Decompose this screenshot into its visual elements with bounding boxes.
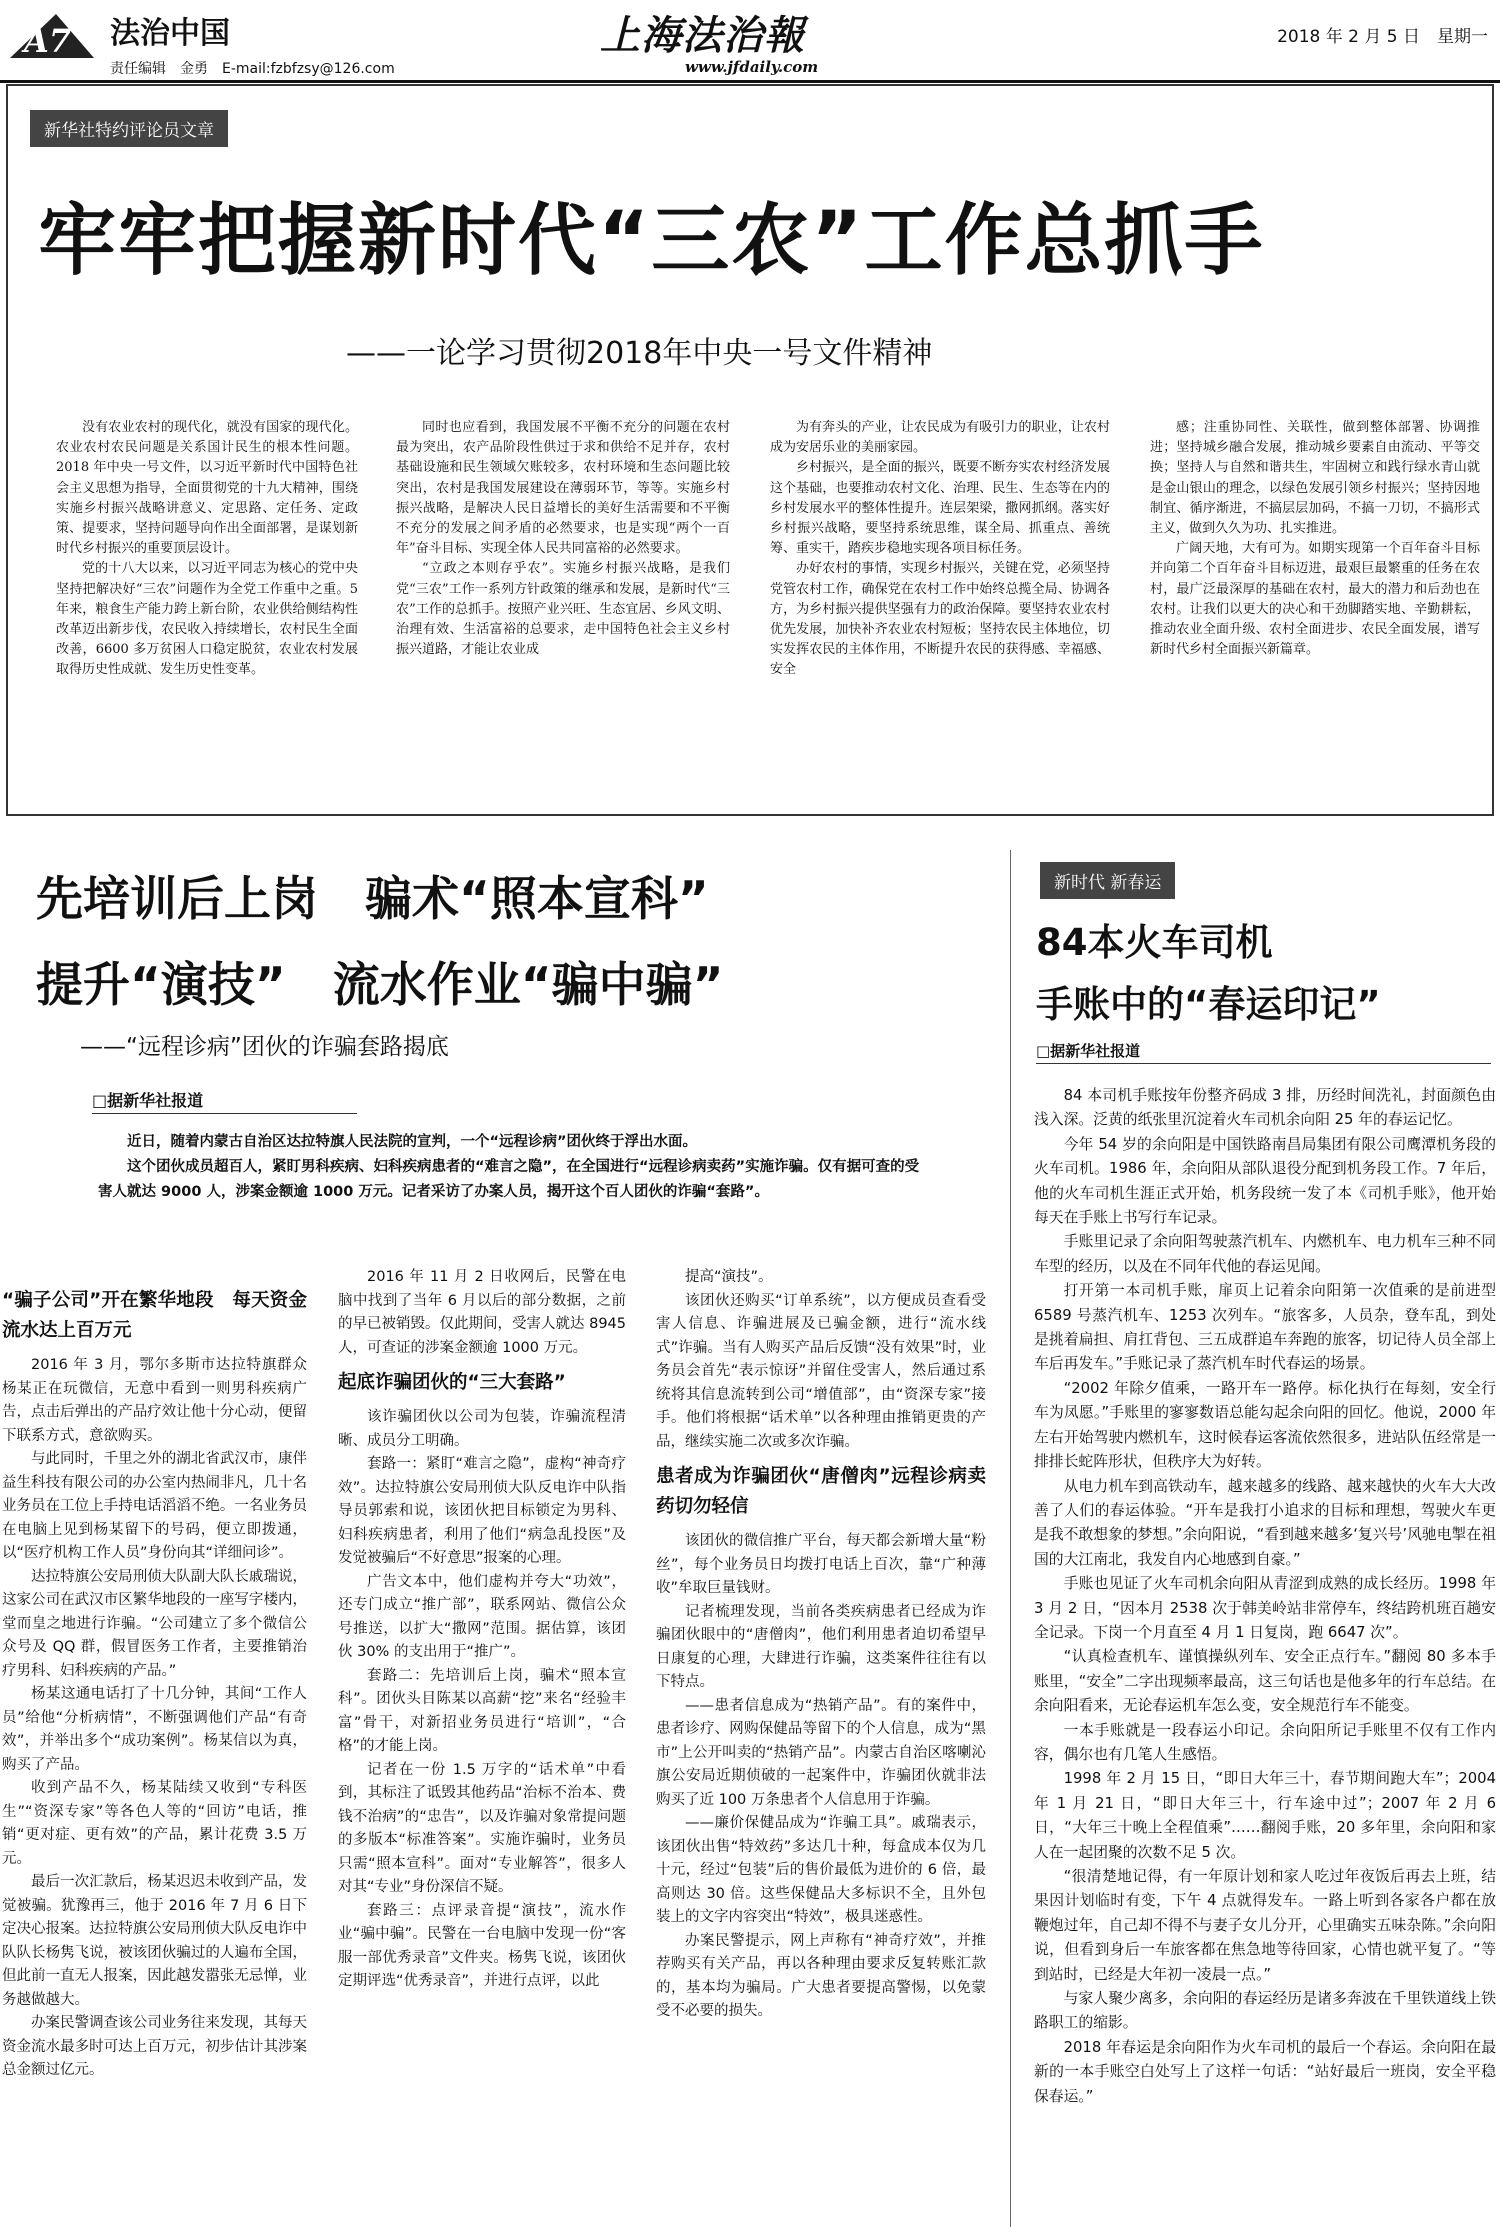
paragraph: 该团伙的微信推广平台，每天都会新增大量“粉丝”，每个业务员日均拨打电话上百次，靠“广种薄收”牟取巨量钱财。 <box>656 1533 986 1596</box>
paragraph: 没有农业农村的现代化，就没有国家的现代化。农业农村农民问题是关系国计民生的根本性问题。2018 年中央一号文件，以习近平新时代中国特色社会主义思想为指导，全面贯彻党的十九大精神，围绕实施乡村振兴战略讲意义、定思路、定任务、定政策、提要求，坚持问题导向作出全面部署，是谋划新时代乡村振兴的重要顶层设计。 <box>56 420 358 557</box>
paragraph: 该团伙还购买“订单系统”，以方便成员查看受害人信息、诈骗进展及已骗金额，进行“流水线式”诈骗。当有人购买产品后反馈“没有效果”时，业务员会首先“表示惊讶”并留住受害人，然后通过系统将其信息流转到公司“增值部”，由“资深专家”接手。他们将根据“话术单”以各种理由推销更贵的产品，继续实施二次或多次诈骗。 <box>656 1292 986 1450</box>
page-number: A7 <box>24 22 72 60</box>
paragraph: 同时也应看到，我国发展不平衡不充分的问题在农村最为突出，农产品阶段性供过于求和供给不足并存，农村基础设施和民生领域欠账较多，农村环境和生态问题比较突出，农村是我国发展建设在薄弱环节，等等。实施乡村振兴战略，是解决人民日益增长的美好生活需要和不平衡不充分的发展之间矛盾的必然要求，也是实现“两个一百年”奋斗目标、实现全体人民共同富裕的必然要求。 <box>396 420 730 557</box>
editor-line: 责任编辑 金勇 E-mail:fzbfzsy@126.com <box>110 61 395 77</box>
paragraph: 手账里记录了余向阳驾驶蒸汽机车、内燃机车、电力机车三种不同车型的经历，以及在不同年代他的春运见闻。 <box>1034 1233 1496 1275</box>
paragraph: 今年 54 岁的余向阳是中国铁路南昌局集团有限公司鹰潭机务段的火车司机。1986 年，余向阳从部队退役分配到机务段工作。7 年后，他的火车司机生涯正式开始，机务段统一发了本《司机手账》，他开始每天在手账上书写行车记录。 <box>1034 1135 1496 1227</box>
paragraph: ——廉价保健品成为“诈骗工具”。戚瑞表示，该团伙出售“特效药”多达几十种，每盒成本仅为几十元，经过“包装”后的售价最低为进价的 6 倍，最高则达 30 倍。这些保健品大多标识不全，且外包装上的文字内容突出“特效”，极具迷惑性。 <box>656 1815 986 1925</box>
feature-column-1 <box>56 418 358 798</box>
feature-column-3 <box>770 418 1110 798</box>
paragraph: 打开第一本司机手账，扉页上记着余向阳第一次值乘的是前进型 6589 号蒸汽机车、1253 次列车。“旅客多，人员杂，登车乱，到处是挑着扁担、肩扛背包、三五成群追车奔跑的旅客，切记待人员全部上车后再发车。”手账记录了蒸汽机车时代春运的场景。 <box>1034 1282 1496 1373</box>
page-number-badge-icon <box>6 6 98 66</box>
paragraph: 一本手账就是一段春运小印记。余向阳所记手账里不仅有工作内容，偶尔也有几笔人生感悟。 <box>1034 1721 1496 1763</box>
paragraph: 与此同时，千里之外的湖北省武汉市，康伴益生科技有限公司的办公室内热闹非凡，几十名业务员在工位上手持电话滔滔不绝。一名业务员在电脑上见到杨某留下的号码，便立即拨通，以“医疗机构工作人员”身份向其“详细问诊”。 <box>2 1451 307 1561</box>
paragraph: 党的十八大以来，以习近平同志为核心的党中央坚持把解决好“三农”问题作为全党工作重中之重。5 年来，粮食生产能力跨上新台阶，农业供给侧结构性改革迈出新步伐，农民收入持续增长，农村民生全面改善，6600 多万贫困人口稳定脱贫，农业农村发展取得历史性成就、发生历史性变革。 <box>56 561 358 678</box>
paragraph: 杨某这通电话打了十几分钟，其间“工作人员”给他“分析病情”，不断强调他们产品“有奇效”，并举出多个“成功案例”。杨某信以为真，购买了产品。 <box>2 1686 307 1773</box>
feature-subtitle: ——一论学习贯彻2018年中央一号文件精神 <box>346 336 933 371</box>
article1-title-line2: 提升“演技” 流水作业“骗中骗” <box>36 958 724 1013</box>
paragraph: 乡村振兴，是全面的振兴，既要不断夯实农村经济发展这个基础，也要推动农村文化、治理、民生、生态等在内的乡村发展水平的整体性提升。连层架梁，撒网抓纲。落实好乡村振兴战略，要坚持系统思维，谋全局、抓重点、善统筹、重实干，踏疾步稳地实现各项目标任务。 <box>770 460 1110 557</box>
newspaper-logo: 上海法治報 <box>600 12 805 59</box>
article2-title-line1: 84本火车司机 <box>1036 921 1273 964</box>
article2-title-line2: 手账中的“春运印记” <box>1036 983 1381 1026</box>
lede-paragraph: 这个团伙成员超百人，紧盯男科疾病、妇科疾病患者的“难言之隐”，在全国进行“远程诊病卖药”实施诈骗。仅有据可查的受害人就达 9000 人，涉案金额逾 1000 万元。记者采访了办案人员，揭开这个百人团伙的诈骗“套路”。 <box>98 1159 920 1200</box>
paragraph: “立政之本则存乎农”。实施乡村振兴战略，是我们党“三农”工作一系列方针政策的继承和发展，是新时代“三农”工作的总抓手。按照产业兴旺、生态宜居、乡风文明、治理有效、生活富裕的总要求，走中国特色社会主义乡村振兴道路，才能让农业成 <box>396 561 730 658</box>
column-divider <box>1010 850 1011 2227</box>
article1-column-1 <box>2 1278 307 2226</box>
feature-title: 牢牢把握新时代“三农”工作总抓手 <box>38 196 1265 286</box>
paragraph: 套路二：先培训后上岗，骗术“照本宣科”。团伙头目陈某以高薪“挖”来名“经验丰富”骨干，对新招业务员进行“培训”，“合格”的才能上岗。 <box>338 1667 626 1754</box>
paragraph: 提高“演技”。 <box>685 1269 773 1285</box>
paragraph: 办案民警调查该公司业务往来发现，其每天资金流水最多时可达上百万元，初步估计其涉案总金额过亿元。 <box>2 2015 307 2078</box>
paragraph: 办好农村的事情，实现乡村振兴，关键在党，必须坚持党管农村工作，确保党在农村工作中始终总揽全局、协调各方，为乡村振兴提供坚强有力的政治保障。要坚持农业农村优先发展，加快补齐农业农村短板；坚持农民主体地位，切实发挥农民的主体作用，不断提升农民的获得感、幸福感、安全 <box>770 561 1110 678</box>
masthead <box>0 0 1500 84</box>
paragraph: 为有奔头的产业，让农民成为有吸引力的职业，让农村成为安居乐业的美丽家园。 <box>770 420 1110 456</box>
paragraph: “2002 年除夕值乘，一路开车一路停。标化执行在每刻，安全行车为凤愿。”手账里的寥寥数语总能勾起余向阳的回忆。他说，2000 年左右开始驾驶内燃机车，这时候春运客流依然很多，进站队伍经常是一排排长蛇阵形状，但秩序大为好转。 <box>1034 1379 1496 1471</box>
paragraph: ——患者信息成为“热销产品”。有的案件中，患者诊疗、网购保健品等留下的个人信息，成为“黑市”上公开叫卖的“热销产品”。内蒙古自治区喀喇沁旗公安局近期侦破的一起案件中，诈骗团伙就非法购买了近 100 万条患者个人信息用于诈骗。 <box>656 1697 986 1808</box>
paragraph: 广阔天地，大有可为。如期实现第一个百年奋斗目标并向第二个百年奋斗目标迈进，最艰巨最繁重的任务在农村，最广泛最深厚的基础在农村，最大的潜力和后劲也在农村。让我们以更大的决心和干劲脚踏实地、辛勤耕耘，推动农业全面升级、农村全面进步、农民全面发展，谱写新时代乡村全面振兴新篇章。 <box>1150 541 1480 658</box>
feature-column-2 <box>396 418 730 798</box>
lede-paragraph: 近日，随着内蒙古自治区达拉特旗人民法院的宣判，一个“远程诊病”团伙终于浮出水面。 <box>127 1134 698 1150</box>
paragraph: 从电力机车到高铁动车，越来越多的线路、越来越快的火车大大改善了人们的春运体验。“开车是我打小追求的目标和理想，驾驶火车更是我不敢想象的梦想。”余向阳说，“看到越来越多‘复兴号’风驰电掣在祖国的大江南北，我发自内心地感到自豪。” <box>1034 1477 1496 1568</box>
paragraph: 办案民警提示，网上声称有“神奇疗效”，并推荐购买有关产品，再以各种理由要求反复转账汇款的，基本均为骗局。广大患者要提高警惕，以免蒙受不必要的损失。 <box>656 1932 986 2019</box>
paragraph: 该诈骗团伙以公司为包装，诈骗流程清晰、成员分工明确。 <box>338 1409 626 1449</box>
paragraph: 套路一：紧盯“难言之隐”，虚构“神奇疗效”。达拉特旗公安局刑侦大队反电诈中队指导员郭索和说，该团伙把目标锁定为男科、妇科疾病患者，利用了他们“病急乱投医”及发觉被骗后“不好意思”报案的心理。 <box>338 1456 626 1566</box>
article2-byline: □据新华社报道 <box>1036 1040 1491 1064</box>
subheading: “骗子公司”开在繁华地段 每天资金流水达上百万元 <box>2 1290 307 1341</box>
paragraph: “很清楚地记得，有一年原计划和家人吃过年夜饭后再去上班，结果因计划临时有变，下午 4 点就得发车。一路上听到各家各户都在放鞭炮过年，自己却不得不与妻子女儿分开，心里确实五味杂陈。”余向阳说，但看到身后一车旅客都在焦急地等待回家，心情也就平复了。“等到站时，已经是大年初一凌晨一点。” <box>1034 1868 1496 1983</box>
masthead-rule <box>0 80 1500 83</box>
website[interactable]: www.jfdaily.com <box>685 58 819 76</box>
feature-tag: 新华社特约评论员文章 <box>30 110 228 147</box>
section-name: 法治中国 <box>110 16 230 51</box>
issue-date: 2018 年 2 月 5 日 星期一 <box>1277 27 1488 47</box>
paragraph: 84 本司机手账按年份整齐码成 3 排，历经时间洗礼，封面颜色由浅入深。泛黄的纸张里沉淀着火车司机余向阳 25 年的春运记忆。 <box>1034 1087 1496 1129</box>
article1-subtitle: ——“远程诊病”团伙的诈骗套路揭底 <box>80 1034 449 1060</box>
paragraph: 记者梳理发现，当前各类疾病患者已经成为诈骗团伙眼中的“唐僧肉”，他们利用患者迫切希望早日康复的心理，大肆进行诈骗，这类案件往往有以下特点。 <box>656 1603 986 1690</box>
article2-body <box>1034 1084 1496 2226</box>
paragraph: 1998 年 2 月 15 日，“即日大年三十，春节期间跑大车”；2004 年 1 月 21 日，“即日大年三十，行车途中过”；2007 年 2 月 6 日，“大年三十晚上全程值乘”……翻阅手账，20 多年里，余向阳和家人在一起团聚的次数不足 5 次。 <box>1034 1770 1496 1861</box>
article1-column-3 <box>656 1266 986 2226</box>
article2-tag: 新时代 新春运 <box>1040 862 1175 899</box>
paragraph: 套路三：点评录音提“演技”，流水作业“骗中骗”。民警在一台电脑中发现一份“客服一部优秀录音”文件夹。杨隽飞说，该团伙定期评选“优秀录音”，并进行点评，以此 <box>338 1902 626 1989</box>
paragraph: 达拉特旗公安局刑侦大队副大队长戚瑞说，这家公司在武汉市区繁华地段的一座写字楼内，堂而皇之地进行诈骗。“公司建立了多个微信公众号及 QQ 群，假冒医务工作者，主要推销治疗男科、妇科疾病的产品。” <box>2 1568 307 1679</box>
paragraph: 与家人聚少离多，余向阳的春运经历是诸多奔波在千里铁道线上铁路职工的缩影。 <box>1034 1990 1496 2032</box>
paragraph: “认真检查机车、谨慎操纵列车、安全正点行车。”翻阅 80 多本手账里，“安全”二字出现频率最高，这三句话也是他多年的行车总结。在余向阳看来，无论春运机车怎么变，安全规范行车不能变。 <box>1034 1648 1496 1715</box>
feature-column-4 <box>1150 418 1480 798</box>
subheading: 患者成为诈骗团伙“唐僧肉”远程诊病卖药切勿轻信 <box>656 1466 986 1517</box>
paragraph: 广告文本中，他们虚构并夸大“功效”，还专门成立“推广部”，联系网站、微信公众号推送，以扩大“撒网”范围。据估算，该团伙 30% 的支出用于“推广”。 <box>338 1573 626 1660</box>
article1-column-2 <box>338 1266 626 2226</box>
paragraph: 2016 年 11 月 2 日收网后，民警在电脑中找到了当年 6 月以后的部分数据，之前的早已被销毁。仅此期间，受害人就达 8945 人，可查证的涉案金额逾 1000 万元。 <box>338 1269 626 1356</box>
subheading: 起底诈骗团伙的“三大套路” <box>338 1372 566 1393</box>
paragraph: 手账也见证了火车司机余向阳从青涩到成熟的成长经历。1998 年 3 月 2 日，“因本月 2538 次于韩美岭站非常停车，终结跨机班百趟安全记录。下岗一个月直至 4 月 1 日复岗，跑 6647 次”。 <box>1034 1575 1496 1641</box>
paragraph: 2018 年春运是余向阳作为火车司机的最后一个春运。余向阳在最新的一本手账空白处写上了这样一句话：“站好最后一班岗，安全平稳保春运。” <box>1034 2038 1496 2105</box>
paragraph: 最后一次汇款后，杨某迟迟未收到产品，发觉被骗。犹豫再三，他于 2016 年 7 月 6 日下定决心报案。达拉特旗公安局刑侦大队反电诈中队队长杨隽飞说，被该团伙骗过的人遍布全国，但此前一直无人报案，因此越发嚣张无忌惮，业务越做越大。 <box>2 1874 307 2008</box>
paragraph: 收到产品不久，杨某陆续又收到“专科医生”“资深专家”等各色人等的“回访”电话，推销“更对症、更有效”的产品，累计花费 3.5 万元。 <box>2 1780 307 1867</box>
paragraph: 2016 年 3 月，鄂尔多斯市达拉特旗群众杨某正在玩微信，无意中看到一则男科疾病广告，点击后弹出的产品疗效让他十分心动，便留下联系方式，意欲购买。 <box>2 1357 307 1444</box>
article1-lede <box>98 1130 922 1205</box>
paragraph: 感；注重协同性、关联性，做到整体部署、协调推进；坚持城乡融合发展，推动城乡要素自由流动、平等交换；坚持人与自然和谐共生，牢固树立和践行绿水青山就是金山银山的理念，以绿色发展引领乡村振兴；坚持因地制宜、循序渐进，不搞层层加码，不搞一刀切，不搞形式主义，做到久久为功、扎实推进。 <box>1150 420 1480 537</box>
paragraph: 记者在一份 1.5 万字的“话术单”中看到，其标注了诋毁其他药品“治标不治本、费钱不治病”的“忠告”，以及诈骗对象常提问题的多版本“标准答案”。实施诈骗时，业务员只需“照本宣科”。面对“专业解答”，很多人对其“专业”身份深信不疑。 <box>338 1761 626 1895</box>
article1-byline: □据新华社报道 <box>92 1088 357 1114</box>
article1-title-line1: 先培训后上岗 骗术“照本宣科” <box>36 872 709 927</box>
